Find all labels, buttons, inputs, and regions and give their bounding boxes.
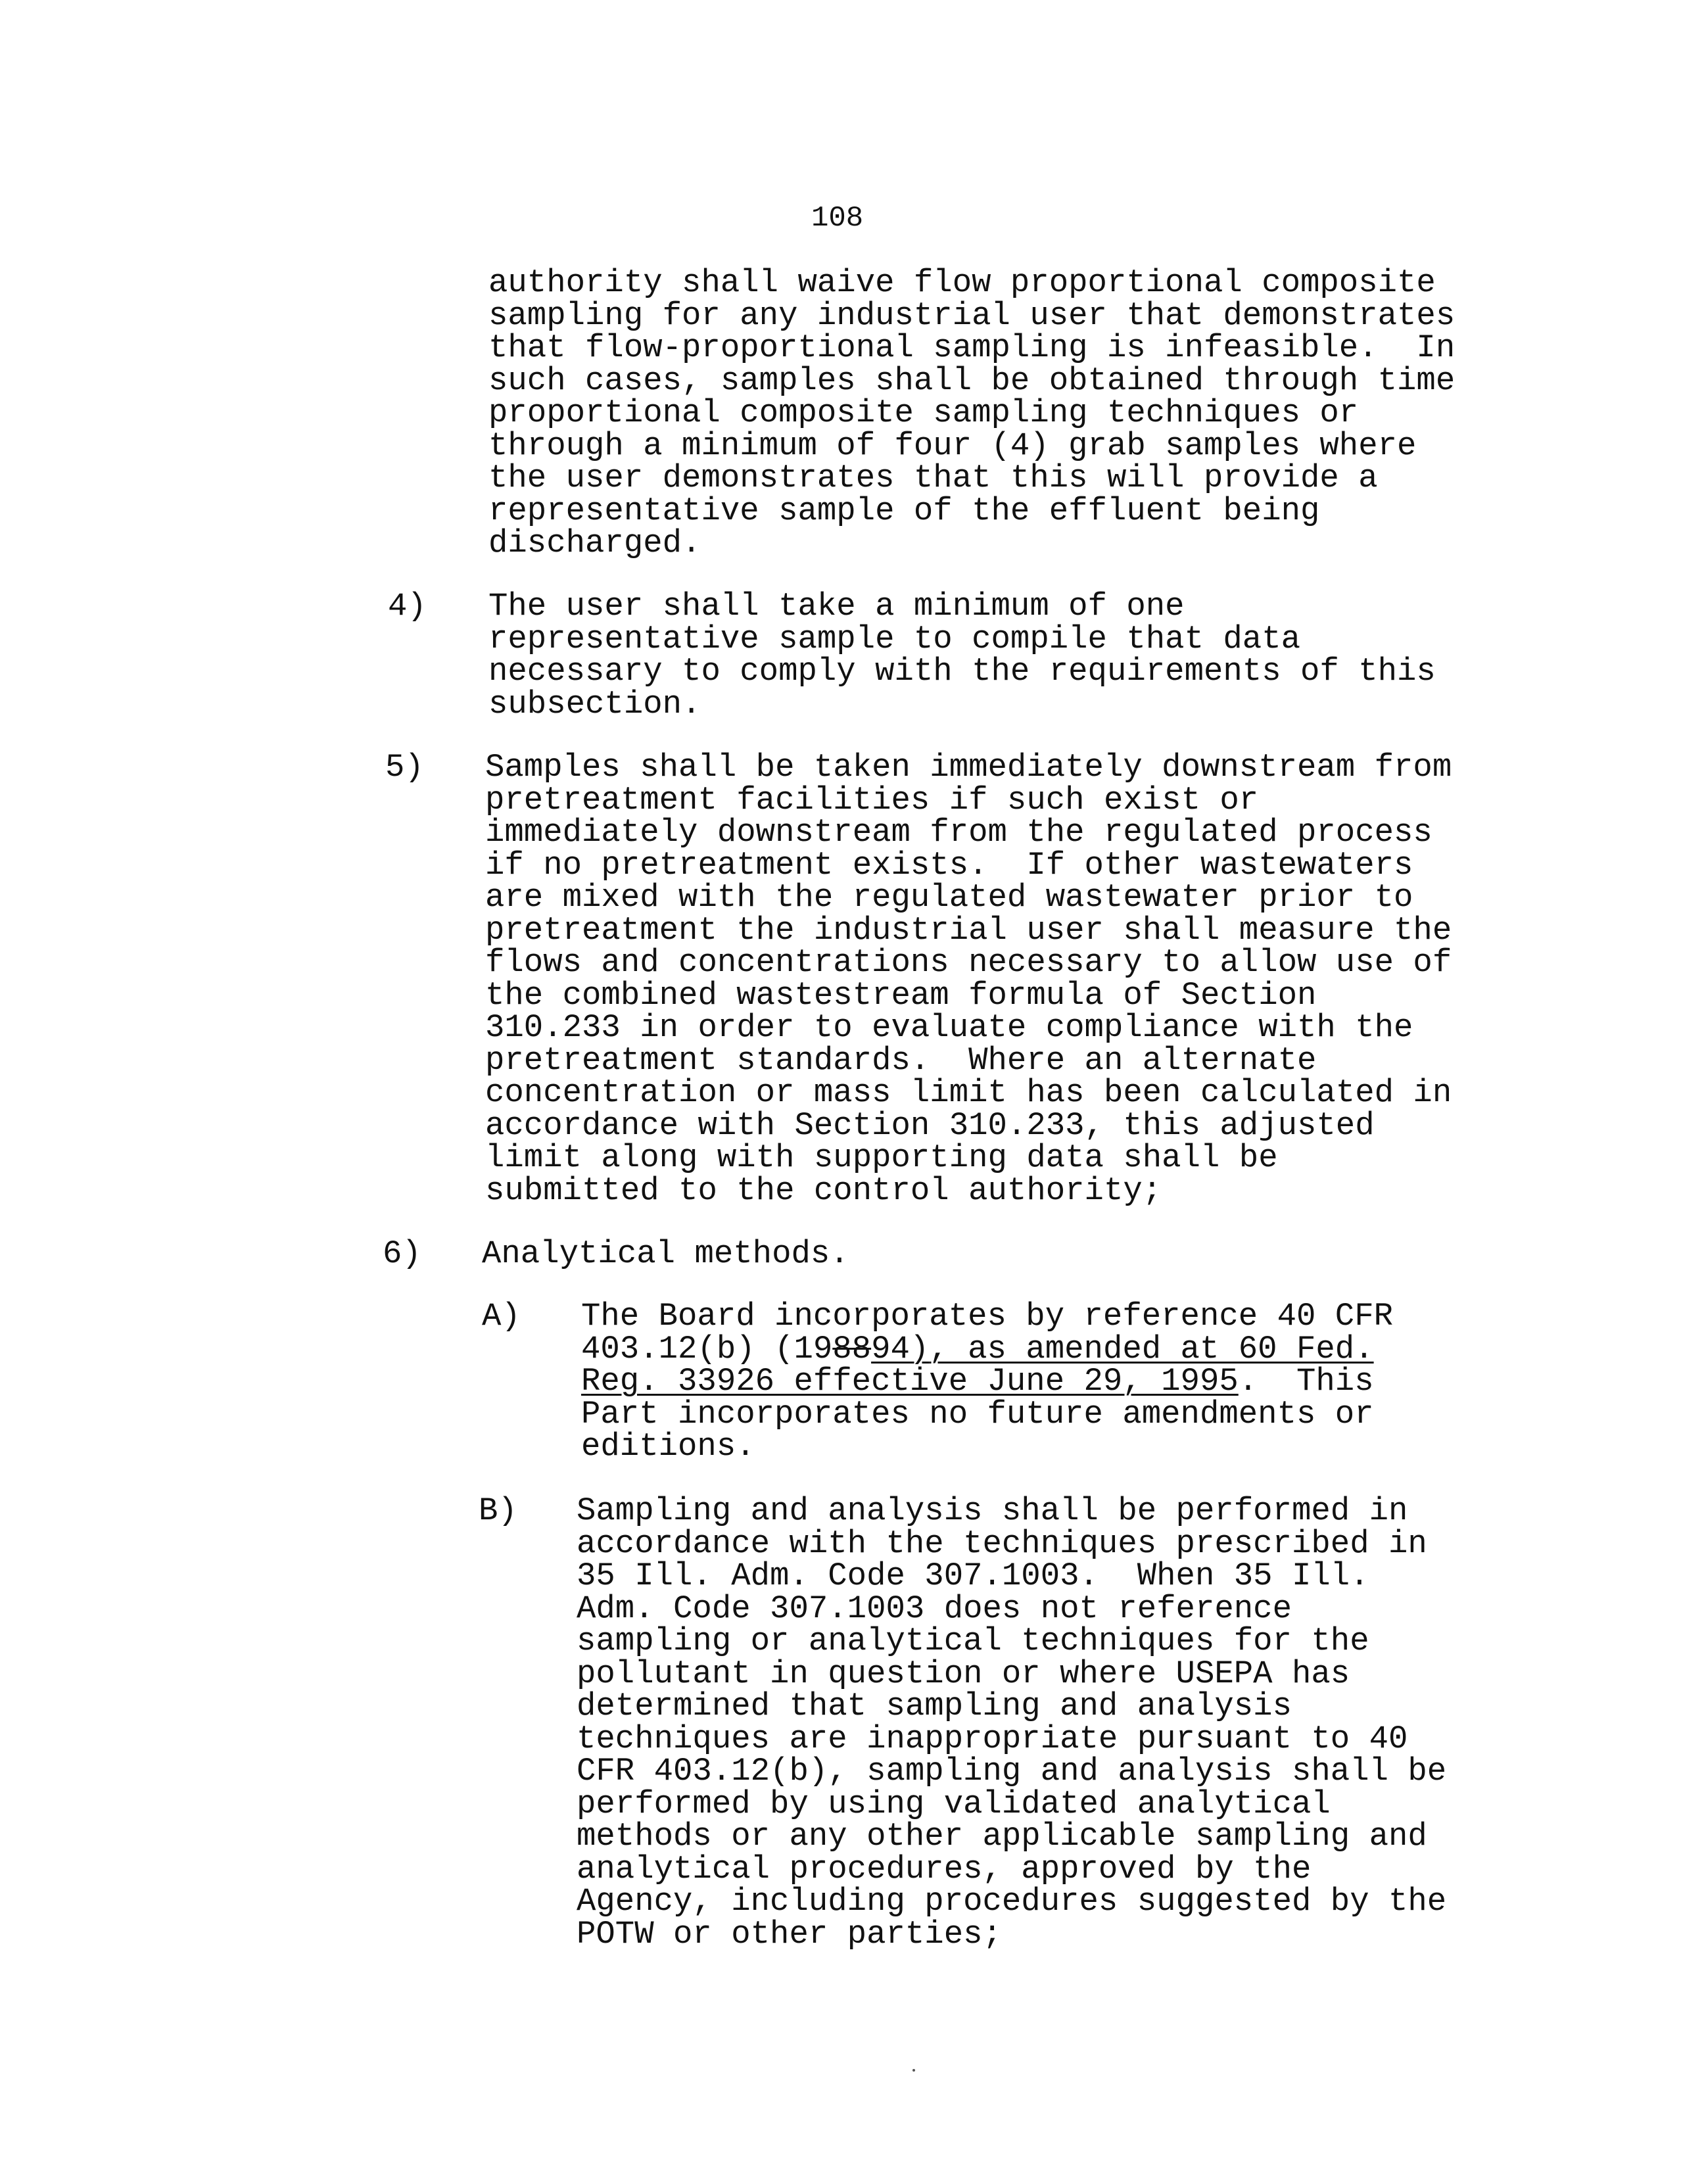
text-line: analytical procedures, approved by the	[577, 1850, 1312, 1887]
text-line: discharged.	[488, 525, 701, 561]
text-line: POTW or other parties;	[577, 1915, 1002, 1953]
item-6-marker: 6)	[383, 1235, 421, 1272]
text-line: editions.	[581, 1428, 755, 1465]
text-line: Part incorporates no future amendments or	[581, 1395, 1374, 1433]
text-line: submitted to the control authority;	[485, 1172, 1162, 1209]
text-line: representative sample of the effluent being	[488, 492, 1320, 529]
text-line: through a minimum of four (4) grab samples where	[488, 427, 1417, 464]
text-line-amended	[581, 1365, 1393, 1398]
text-line: methods or any other applicable sampling and	[577, 1818, 1427, 1855]
page-number: 108	[811, 202, 864, 235]
item-a-paragraph	[581, 1300, 1393, 1463]
scan-speck	[912, 2069, 915, 2072]
text-line: performed by using validated analytical	[577, 1785, 1331, 1822]
continuation-paragraph	[488, 264, 1456, 561]
text-line: Adm. Code 307.1003 does not reference	[577, 1590, 1292, 1627]
text-line: Agency, including procedures suggested by the	[577, 1883, 1447, 1920]
text-line: Sampling and analysis shall be performed in	[577, 1492, 1408, 1529]
text-line: The user shall take a minimum of one	[488, 588, 1185, 625]
text-line: accordance with Section 310.233, this adjusted	[485, 1106, 1375, 1144]
text-line: representative sample to compile that data	[488, 620, 1301, 657]
text-line: techniques are inappropriate pursuant to 40	[577, 1720, 1408, 1757]
text-line: subsection.	[488, 685, 701, 723]
text-segment: . This	[1238, 1363, 1374, 1400]
item-6-heading	[482, 1235, 849, 1272]
text-line: 35 Ill. Adm. Code 307.1003. When 35 Ill.	[577, 1557, 1369, 1594]
text-line: immediately downstream from the regulated process	[485, 814, 1432, 851]
item-b-marker: B)	[479, 1492, 517, 1529]
text-line: The Board incorporates by reference 40 CFR	[581, 1298, 1394, 1335]
text-line: 310.233 in order to evaluate compliance with the	[485, 1009, 1413, 1046]
text-segment: 403.12(b) (19	[581, 1330, 833, 1367]
text-line-amended	[581, 1330, 1393, 1367]
item-5-marker: 5)	[385, 749, 424, 786]
text-line: necessary to comply with the requirements of this	[488, 653, 1436, 690]
text-line: pretreatment standards. Where an alternate	[485, 1041, 1317, 1079]
struck-text: 88	[832, 1330, 872, 1367]
item-4-paragraph	[488, 590, 1436, 721]
item-5-paragraph	[485, 751, 1452, 1207]
text-line: such cases, samples shall be obtained through time	[488, 362, 1456, 399]
text-line: limit along with supporting data shall be	[485, 1139, 1278, 1176]
text-line: sampling or analytical techniques for the	[577, 1623, 1369, 1659]
text-line: pollutant in question or where USEPA has	[577, 1655, 1350, 1692]
text-line: if no pretreatment exists. If other wastewaters	[485, 846, 1413, 884]
text-line: Samples shall be taken immediately downstream from	[485, 749, 1452, 786]
inserted-text: , as amended at 60 Fed.	[929, 1330, 1374, 1367]
item-4-marker: 4)	[388, 588, 427, 625]
text-line: authority shall waive flow proportional composite	[488, 264, 1436, 301]
text-line: pretreatment the industrial user shall measure the	[485, 911, 1452, 949]
text-line: are mixed with the regulated wastewater prior to	[485, 879, 1413, 916]
text-line: concentration or mass limit has been calculated in	[485, 1074, 1452, 1111]
text-line: sampling for any industrial user that demonstrates	[488, 297, 1456, 334]
text-line: CFR 403.12(b), sampling and analysis shall be	[577, 1753, 1447, 1790]
inserted-text: Reg. 33926 effective June 29, 1995	[581, 1363, 1239, 1400]
item-a-marker: A)	[482, 1298, 521, 1335]
text-line: proportional composite sampling techniques or	[488, 394, 1359, 431]
text-line: flows and concentrations necessary to allow use of	[485, 944, 1452, 981]
text-line: the combined wastestream formula of Section	[485, 976, 1317, 1014]
text-line: the user demonstrates that this will provide a	[488, 460, 1378, 496]
item-b-paragraph	[577, 1492, 1447, 1953]
text-line: accordance with the techniques prescribed in	[577, 1525, 1427, 1562]
inserted-text: 94)	[871, 1330, 930, 1367]
section-heading: Analytical methods.	[482, 1235, 849, 1272]
text-line: that flow-proportional sampling is infeasible. In	[488, 329, 1456, 366]
text-line: pretreatment facilities if such exist or	[485, 781, 1259, 819]
text-line: determined that sampling and analysis	[577, 1688, 1292, 1724]
